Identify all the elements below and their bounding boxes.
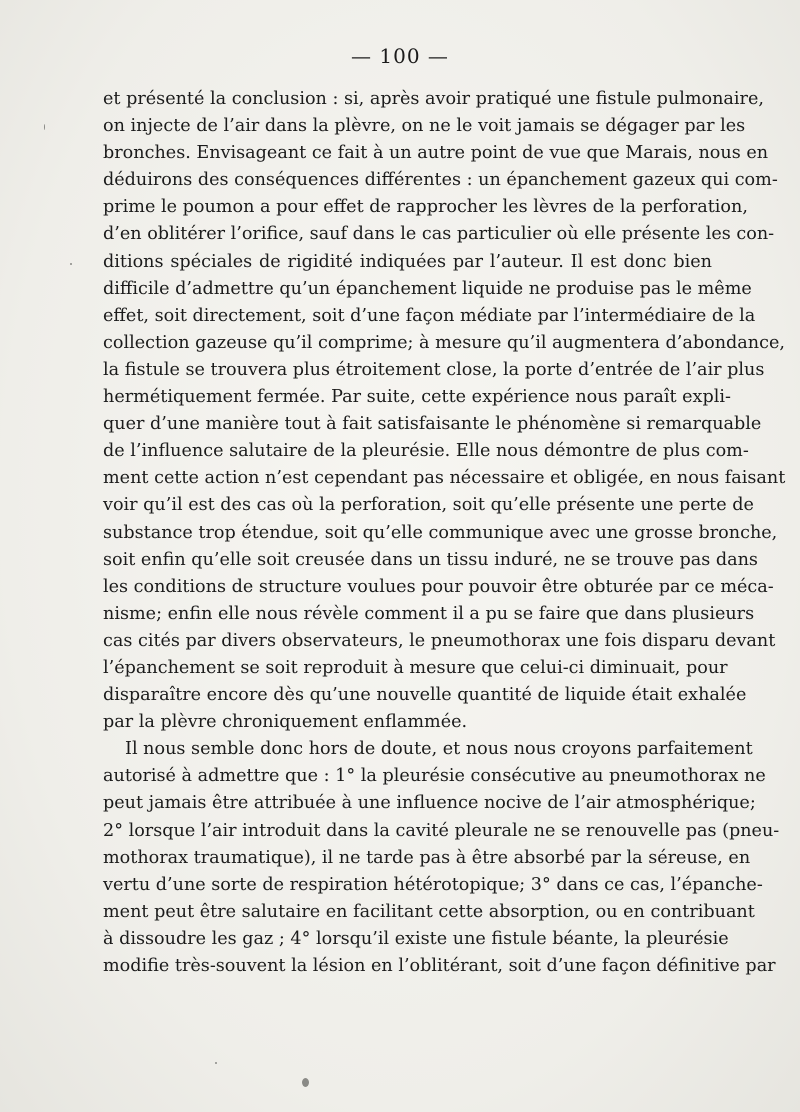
text-line: effet, soit directement, soit d’une façon médiate par l’intermédiaire de la bbox=[103, 305, 756, 326]
text-line: ment cette action n’est cependant pas nécessaire et obligée, en nous faisant bbox=[103, 468, 786, 489]
text-line: par la plèvre chroniquement enflammée. bbox=[103, 712, 468, 733]
text-line: prime le poumon a pour effet de rapprocher les lèvres de la perforation, bbox=[103, 197, 748, 218]
text-line: bronches. Envisageant ce fait à un autre point de vue que Marais, nous en bbox=[103, 143, 769, 164]
text-line: difficile d’admettre qu’un épanchement liquide ne produise pas le même bbox=[103, 278, 752, 299]
text-line: cas cités par divers observateurs, le pneumothorax une fois disparu devant bbox=[103, 630, 776, 651]
text-line: mothorax traumatique), il ne tarde pas à être absorbé par la séreuse, en bbox=[103, 847, 751, 868]
text-line: déduirons des conséquences différentes : un épanchement gazeux qui com- bbox=[103, 170, 778, 191]
text-line: et présenté la conclusion : si, après avoir pratiqué une fistule pulmonaire, bbox=[103, 89, 764, 109]
text-line: d’en oblitérer l’orifice, sauf dans le cas particulier où elle présente les con- bbox=[103, 224, 775, 245]
text-line: Il nous semble donc hors de doute, et nous nous croyons parfaitement bbox=[125, 739, 753, 760]
text-line: les conditions de structure voulues pour pouvoir être obturée par ce méca- bbox=[103, 576, 774, 597]
body-text bbox=[103, 86, 786, 980]
text-line: la fistule se trouvera plus étroitement close, la porte d’entrée de l’air plus bbox=[103, 359, 765, 380]
text-line: à dissoudre les gaz ; 4° lorsqu’il existe une fistule béante, la pleurésie bbox=[103, 928, 729, 949]
text-line: disparaître encore dès qu’une nouvelle quantité de liquide était exhalée bbox=[103, 685, 747, 706]
text-line: collection gazeuse qu’il comprime; à mesure qu’il augmentera d’abondance, bbox=[103, 332, 785, 353]
text-line: de l’influence salutaire de la pleurésie. Elle nous démontre de plus com- bbox=[103, 441, 749, 462]
text-line: 2° lorsque l’air introduit dans la cavité pleurale ne se renouvelle pas (pneu- bbox=[103, 820, 780, 841]
text-line: nisme; enfin elle nous révèle comment il a pu se faire que dans plusieurs bbox=[103, 603, 755, 624]
text-line: modifie très-souvent la lésion en l’oblitérant, soit d’une façon définitive par bbox=[103, 956, 776, 976]
text-line: voir qu’il est des cas où la perforation, soit qu’elle présente une perte de bbox=[103, 495, 754, 516]
paper-speck bbox=[302, 1078, 309, 1087]
paragraph bbox=[103, 736, 780, 980]
text-line: quer d’une manière tout à fait satisfaisante le phénomène si remarquable bbox=[103, 414, 762, 435]
paper-speck bbox=[70, 263, 72, 265]
text-line: substance trop étendue, soit qu’elle communique avec une grosse bronche, bbox=[103, 522, 778, 543]
text-line: peut jamais être attribuée à une influence nocive de l’air atmosphérique; bbox=[103, 793, 756, 814]
page-number: — 100 — bbox=[351, 44, 449, 68]
text-line: hermétiquement fermée. Par suite, cette expérience nous paraît expli- bbox=[103, 387, 731, 408]
paragraph bbox=[103, 86, 786, 736]
text-line: l’épanchement se soit reproduit à mesure que celui-ci diminuait, pour bbox=[103, 657, 728, 678]
paper-speck bbox=[215, 1062, 217, 1064]
text-line: vertu d’une sorte de respiration hétérotopique; 3° dans ce cas, l’épanche- bbox=[103, 874, 763, 895]
text-line: on injecte de l’air dans la plèvre, on ne le voit jamais se dégager par les bbox=[103, 116, 746, 137]
text-line: soit enfin qu’elle soit creusée dans un tissu induré, ne se trouve pas dans bbox=[103, 549, 758, 570]
text-line: ditions spéciales de rigidité indiquées par l’auteur. Il est donc bien bbox=[103, 251, 712, 272]
paper-speck bbox=[44, 124, 45, 130]
text-line: autorisé à admettre que : 1° la pleurésie consécutive au pneumothorax ne bbox=[103, 766, 766, 787]
text-line: ment peut être salutaire en facilitant cette absorption, ou en contribuant bbox=[103, 901, 755, 922]
